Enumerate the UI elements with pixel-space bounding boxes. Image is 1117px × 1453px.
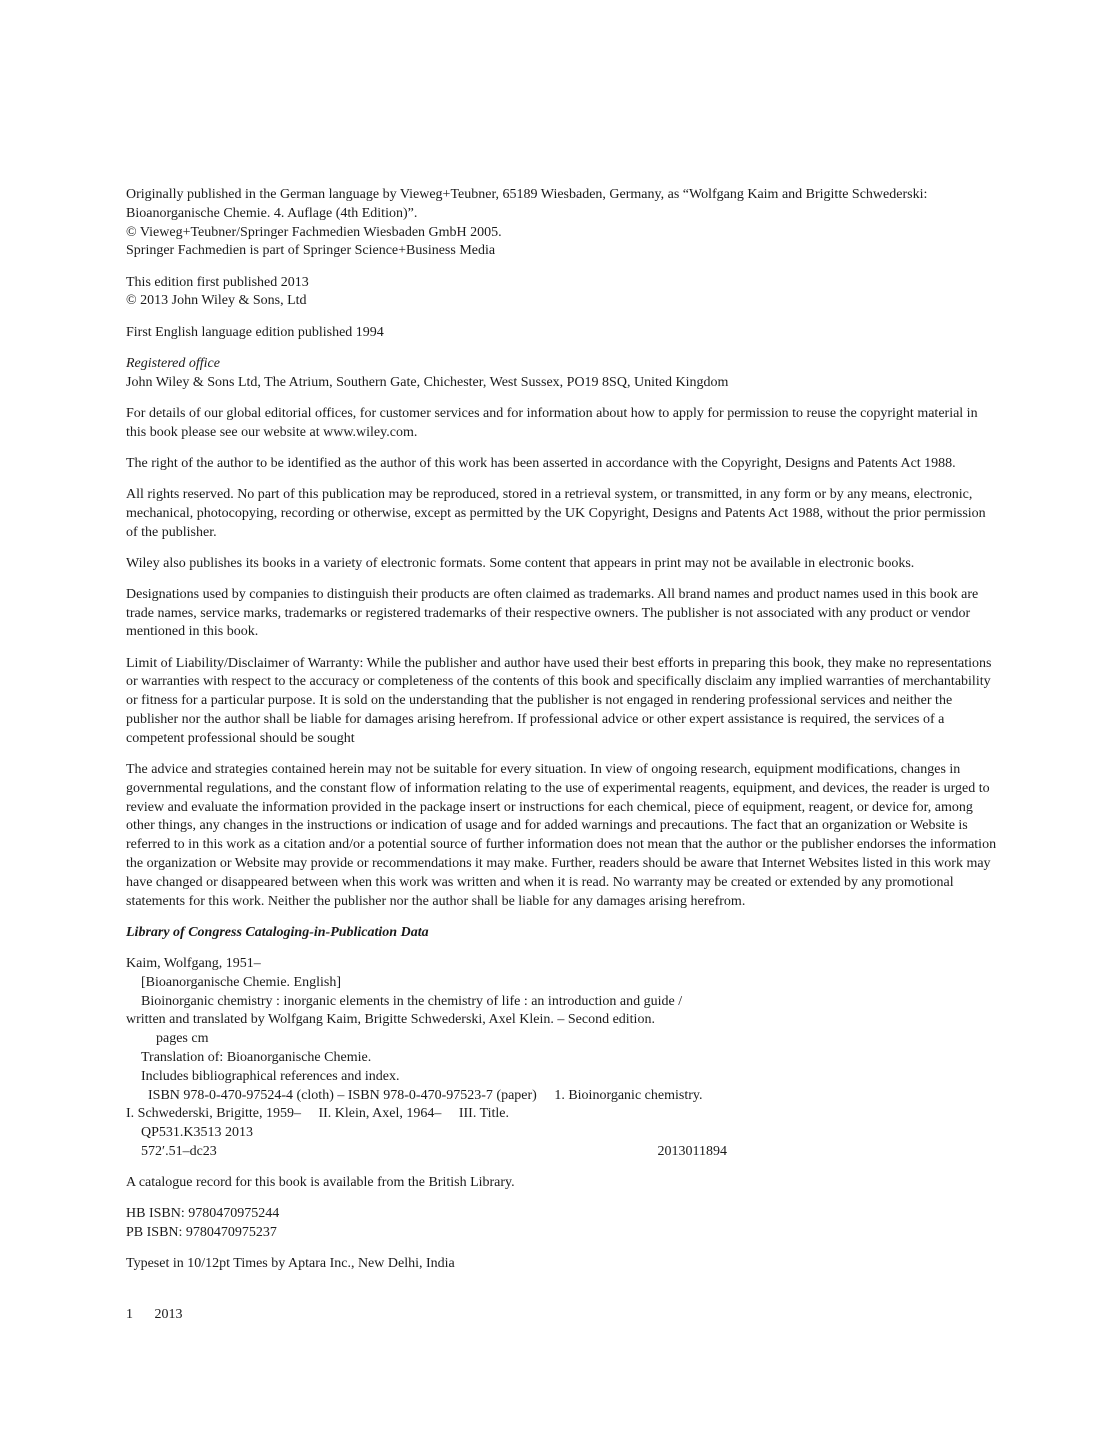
cip-dewey: 572′.51–dc23 (141, 1143, 217, 1159)
cip-heading: Library of Congress Cataloging-in-Publication Data (126, 924, 429, 940)
cip-uniform-title: [Bioanorganische Chemie. English] (141, 974, 341, 990)
cip-subjects: I. Schwederski, Brigitte, 1959– II. Klein, Axel, 1964– III. Title. (126, 1106, 510, 1122)
cip-lccn: 2013011894 (657, 1143, 727, 1159)
edition-notice (126, 274, 1031, 312)
text-line: All rights reserved. No part of this publication may be reproduced, stored in a retrieval system, or transmitted, in any form or by any means, electronic, (126, 486, 973, 502)
typeset-notice (126, 1255, 1031, 1274)
author-rights-notice (126, 455, 1031, 474)
text-line: The right of the author to be identified as the author of this work has been asserted in accordance with the Copyright, Designs and Patents Act 1988. (126, 455, 956, 471)
isbn-list (126, 1205, 1031, 1243)
cip-pages: pages cm (156, 1031, 209, 1047)
text-line: trade names, service marks, trademarks or registered trademarks of their respective owners. The publisher is not associated with any product or vendor (126, 605, 971, 621)
text-line: Typeset in 10/12pt Times by Aptara Inc., New Delhi, India (126, 1256, 455, 1272)
text-line: First English language edition published 1994 (126, 324, 384, 340)
cip-title: Bioinorganic chemistry : inorganic elements in the chemistry of life : an introduction and guide / (141, 993, 683, 1009)
print-number: 1 (126, 1307, 133, 1322)
text-line: or fitness for a particular purpose. It is sold on the understanding that the publisher is not engaged in rendering professional services and neither the (126, 693, 953, 709)
editorial-offices-notice (126, 405, 1031, 443)
text-line: have changed or disappeared between when this work was written and when it is read. No warranty may be created or extended by any promotional (126, 874, 954, 890)
text-line: © 2013 John Wiley & Sons, Ltd (126, 293, 307, 309)
cip-record (126, 955, 1031, 1162)
pb-isbn: PB ISBN: 9780470975237 (126, 1225, 277, 1241)
original-publication-notice (126, 186, 1031, 261)
cip-translation: Translation of: Bioanorganische Chemie. (141, 1049, 372, 1065)
text-line: this book please see our website at www.wiley.com. (126, 424, 418, 440)
text-line: Limit of Liability/Disclaimer of Warranty: While the publisher and author have used their best efforts in preparing this book, they make no representations (126, 655, 992, 671)
text-line: publisher nor the author shall be liable for damages arising herefrom. If professional advice or other expert assistance is required, the services of a (126, 712, 945, 728)
text-line: or warranties with respect to the accuracy or completeness of the contents of this book and specifically disclaim any implied warranties of merchantability (126, 674, 991, 690)
text-line: Originally published in the German language by Vieweg+Teubner, 65189 Wiesbaden, Germany, as “Wolfgang Kaim and Brigitte Schwederski: (126, 187, 928, 202)
text-line: referred to in this work as a citation and/or a potential source of further information does not mean that the author or the publisher endorses the information (126, 837, 997, 853)
registered-office (126, 355, 1031, 393)
text-line: of the publisher. (126, 524, 217, 540)
text-line: the organization or Website may provide or recommendations it may make. Further, readers should be aware that Internet Websites listed in this work may (126, 856, 991, 872)
cip-includes: Includes bibliographical references and index. (141, 1068, 400, 1084)
text-line: The advice and strategies contained herein may not be suitable for every situation. In view of ongoing research, equipment modifications, changes in (126, 762, 961, 778)
text-line: Wiley also publishes its books in a variety of electronic formats. Some content that appears in print may not be available in electronic books. (126, 555, 915, 571)
cip-dewey-row (126, 1143, 727, 1162)
all-rights-reserved (126, 486, 1031, 542)
cip-isbn: ISBN 978-0-470-97524-4 (cloth) – ISBN 978-0-470-97523-7 (paper) 1. Bioinorganic chemistry. (148, 1087, 703, 1103)
copyright-page (126, 186, 1031, 1287)
text-line: © Vieweg+Teubner/Springer Fachmedien Wiesbaden GmbH 2005. (126, 224, 502, 240)
hb-isbn: HB ISBN: 9780470975244 (126, 1206, 280, 1222)
cip-lc-class: QP531.K3513 2013 (141, 1125, 254, 1141)
advice-disclaimer (126, 761, 1031, 911)
british-library-notice (126, 1174, 1031, 1193)
text-line: For details of our global editorial offices, for customer services and for information about how to apply for permission to reuse the copyright material in (126, 405, 978, 421)
print-line (126, 1307, 183, 1323)
cip-heading-block (126, 924, 1031, 943)
text-line: Bioanorganische Chemie. 4. Auflage (4th Edition)”. (126, 205, 418, 221)
text-line: mechanical, photocopying, recording or otherwise, except as permitted by the UK Copyright, Designs and Patents Act 1988, without the prior permission (126, 505, 986, 521)
first-english-edition (126, 324, 1031, 343)
text-line: mentioned in this book. (126, 624, 259, 640)
text-line: statements for this work. Neither the publisher nor the author shall be liable for any damages arising herefrom. (126, 893, 746, 909)
liability-disclaimer (126, 655, 1031, 749)
text-line: Springer Fachmedien is part of Springer Science+Business Media (126, 243, 496, 259)
registered-office-address: John Wiley & Sons Ltd, The Atrium, Southern Gate, Chichester, West Sussex, PO19 8SQ, United Kingdom (126, 374, 729, 390)
text-line: competent professional should be sought (126, 730, 355, 746)
electronic-formats-notice (126, 555, 1031, 574)
cip-author: Kaim, Wolfgang, 1951– (126, 955, 261, 971)
print-year: 2013 (154, 1307, 183, 1322)
trademarks-notice (126, 586, 1031, 642)
text-line: other things, any changes in the instructions or indication of usage and for added warnings and precautions. The fact that an organization or Website is (126, 818, 968, 834)
text-line: review and evaluate the information provided in the package insert or instructions for each chemical, piece of equipment, reagent, or device for, among (126, 799, 973, 815)
text-line: governmental regulations, and the constant flow of information relating to the use of experimental reagents, equipment, and devices, the reader is urged to (126, 780, 990, 796)
text-line: Designations used by companies to distinguish their products are often claimed as trademarks. All brand names and product names used in this book are (126, 586, 979, 602)
text-line: This edition first published 2013 (126, 274, 309, 290)
text-line: A catalogue record for this book is available from the British Library. (126, 1175, 515, 1191)
cip-title-continued: written and translated by Wolfgang Kaim, Brigitte Schwederski, Axel Klein. – Second edition. (126, 1012, 655, 1028)
registered-office-label: Registered office (126, 355, 220, 371)
